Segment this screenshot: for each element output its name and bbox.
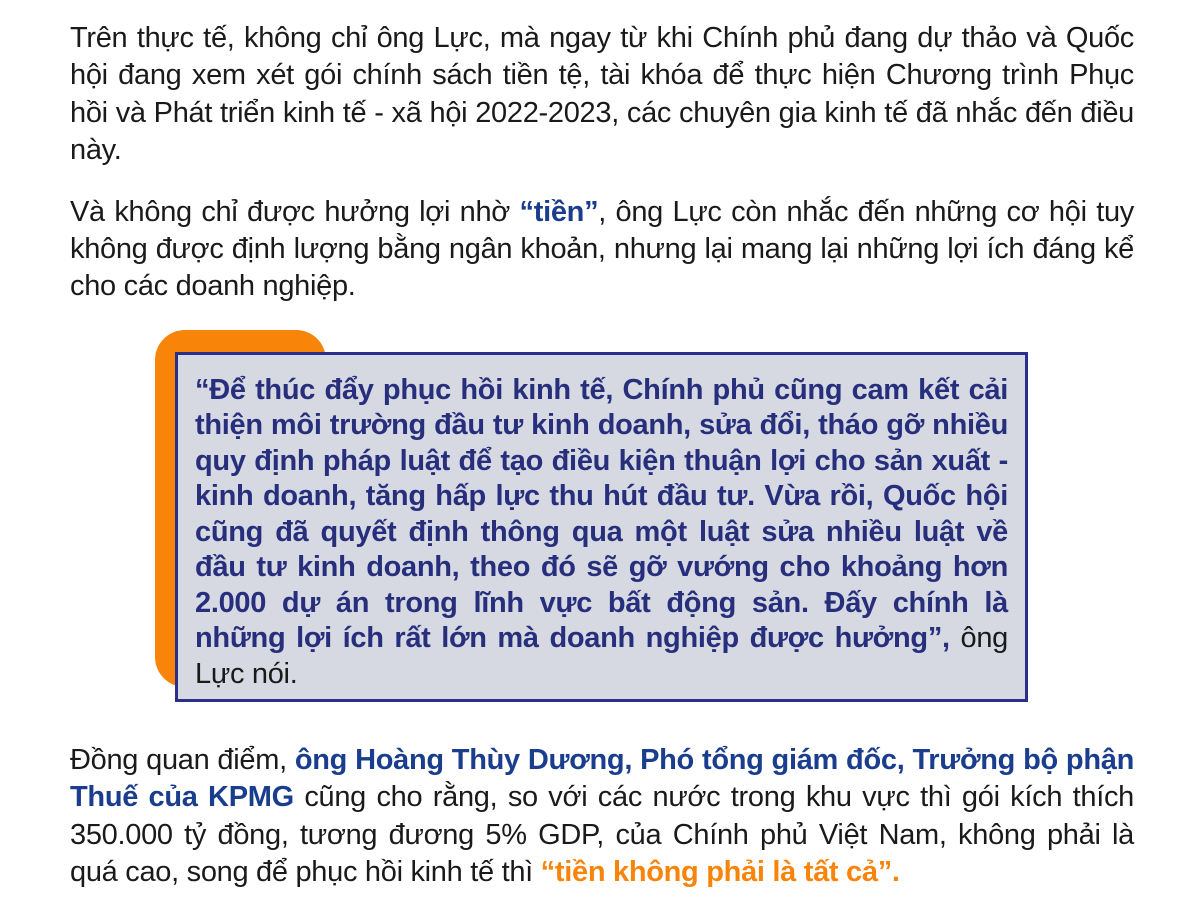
paragraph-intro: Trên thực tế, không chỉ ông Lực, mà ngay từ khi Chính phủ đang dự thảo và Quốc hội đang xem xét gói chính sách tiền tệ, tài khóa để thực hiện Chương trình Phục hồi và Phát triển kinh tế - xã hội 2022-2023, các chuyên gia kinh tế đã nhắc đến điều này. xyxy=(70,22,1134,167)
quote-text: “Để thúc đẩy phục hồi kinh tế, Chính phủ cũng cam kết cải thiện môi trường đầu tư kinh doanh, sửa đổi, tháo gỡ nhiều quy định pháp luật để tạo điều kiện thuận lợi cho sản xuất - kinh doanh, tăng hấp lực thu hút đầu tư. Vừa rồi, Quốc hội cũng đã quyết định thông qua một luật sửa nhiều luật về đầu tư kinh doanh, theo đó sẽ gỡ vướng cho khoảng hơn 2.000 dự án trong lĩnh vực bất động sản. Đấy chính là những lợi ích rất lớn mà doanh nghiệp được hưởng”, xyxy=(195,373,1008,655)
paragraph-kpmg-text-2: cũng cho rằng, so với các nước trong khu vực thì gói kích thích 350.000 tỷ đồng, tương đương 5% GDP, của Chính phủ Việt Nam, không phải là quá cao, song để phục hồi kinh tế thì xyxy=(70,781,1134,889)
highlight-tien: “tiền” xyxy=(519,195,599,228)
paragraph-kpmg-text-1: Đồng quan điểm, xyxy=(70,743,295,776)
quote-callout-block xyxy=(155,330,1028,702)
highlight-tien-khong-phai: “tiền không phải là tất cả”. xyxy=(540,856,900,889)
quote-paragraph xyxy=(195,373,1008,693)
paragraph-benefits-text-after: , ông Lực còn nhắc đến những cơ hội tuy không được định lượng bằng ngân khoản, nhưng lại mang lại những lợi ích đáng kể cho các doanh nghiệp. xyxy=(70,195,1134,303)
quote-box xyxy=(175,352,1028,702)
quote-attribution: ông Lực nói. xyxy=(195,622,1008,690)
paragraph-kpmg xyxy=(70,742,1134,892)
highlight-kpmg-name: ông Hoàng Thùy Dương, Phó tổng giám đốc, Trưởng bộ phận Thuế của KPMG xyxy=(70,743,1134,814)
paragraph-benefits xyxy=(70,194,1134,306)
paragraph-benefits-text-before: Và không chỉ được hưởng lợi nhờ xyxy=(70,195,520,228)
